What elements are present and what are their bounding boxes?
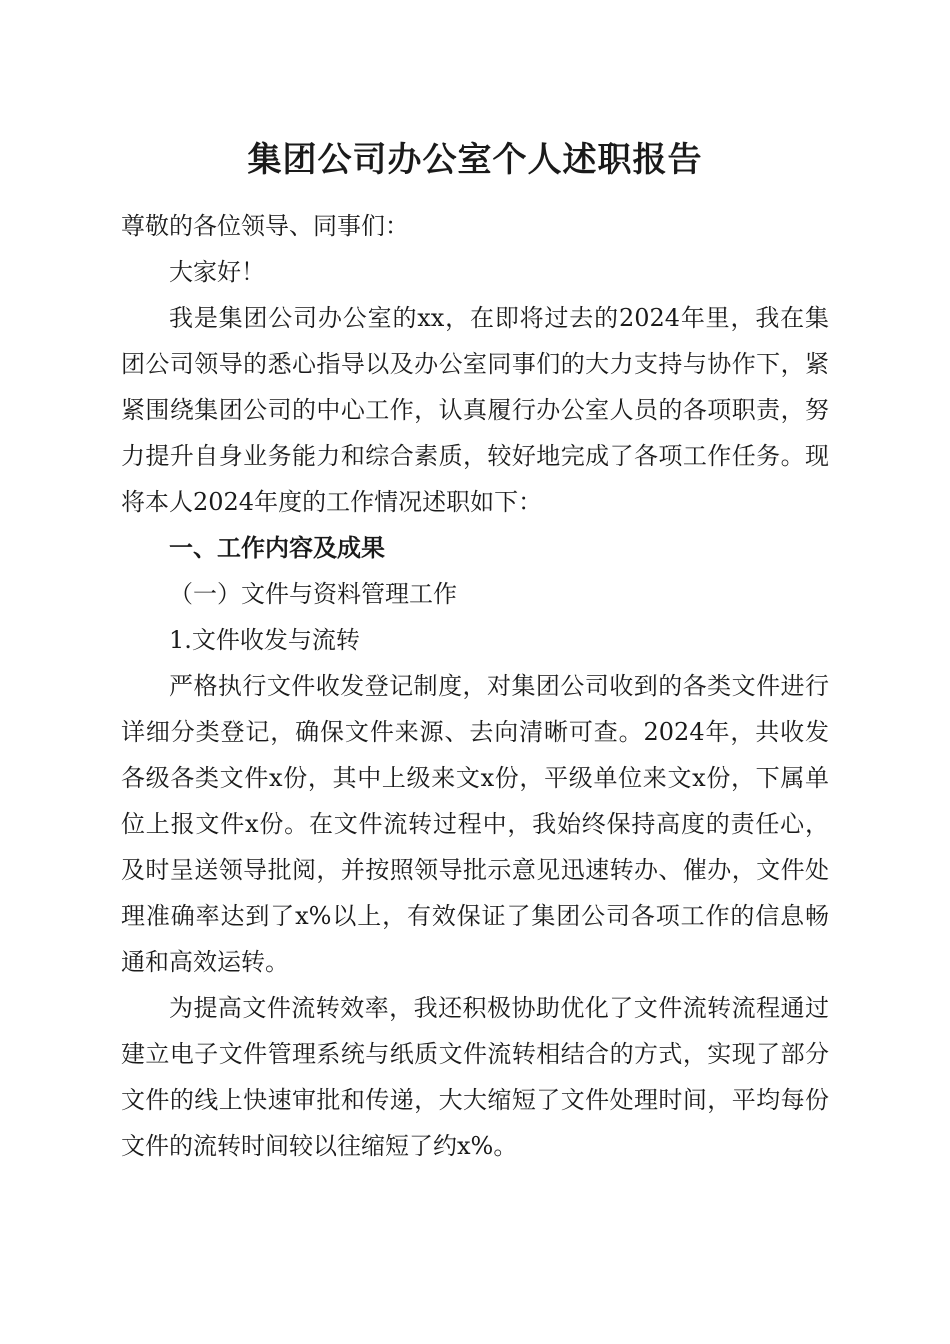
intro-paragraph: 我是集团公司办公室的xx，在即将过去的2024年里，我在集团公司领导的悉心指导以及办公室同事们的大力支持与协作下，紧紧围绕集团公司的中心工作，认真履行办公室人员的各项职责，努力提升自身业务能力和综合素质，较好地完成了各项工作任务。现将本人2024年度的工作情况述职如下： bbox=[121, 304, 829, 516]
item-heading: 1.文件收发与流转 bbox=[169, 626, 360, 654]
greeting: 大家好！ bbox=[169, 258, 265, 286]
document-body bbox=[121, 203, 829, 1169]
body-paragraph: 为提高文件流转效率，我还积极协助优化了文件流转流程通过建立电子文件管理系统与纸质文件流转相结合的方式，实现了部分文件的线上快速审批和传递，大大缩短了文件处理时间，平均每份文件的流转时间较以往缩短了约x%。 bbox=[121, 994, 829, 1160]
subsection-heading: （一）文件与资料管理工作 bbox=[169, 580, 457, 608]
document-title: 集团公司办公室个人述职报告 bbox=[247, 140, 703, 180]
body-paragraph: 严格执行文件收发登记制度，对集团公司收到的各类文件进行详细分类登记，确保文件来源、去向清晰可查。2024年，共收发各级各类文件x份，其中上级来文x份，平级单位来文x份，下属单位上报文件x份。在文件流转过程中，我始终保持高度的责任心，及时呈送领导批阅，并按照领导批示意见迅速转办、催办，文件处理准确率达到了x%以上，有效保证了集团公司各项工作的信息畅通和高效运转。 bbox=[121, 672, 829, 976]
section-heading: 一、工作内容及成果 bbox=[169, 534, 385, 562]
salutation: 尊敬的各位领导、同事们： bbox=[121, 212, 409, 240]
